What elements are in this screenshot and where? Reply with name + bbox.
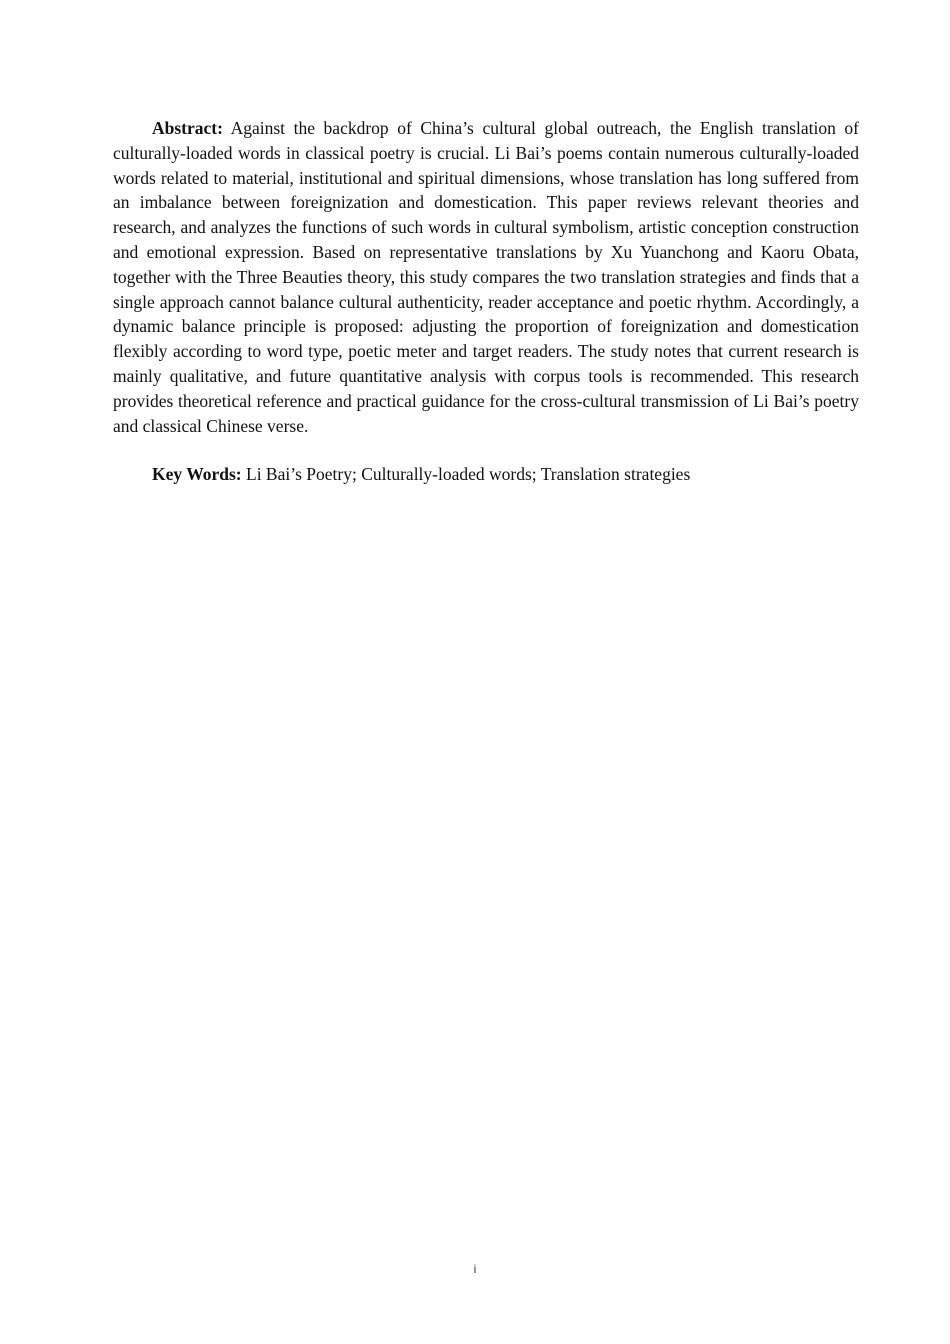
abstract-text: Against the backdrop of China’s cultural global outreach, the English translation of culturally-loaded words in classical poetry is crucial. Li Bai’s poems contain numerous culturally-loaded words related to material, institutional and spiritual dimensions, whose translation has long suffered from an imbalance between foreignization and domestication. This paper reviews relevant theories and research, and analyzes the functions of such words in cultural symbolism, artistic conception construction and emotional expression. Based on representative translations by Xu Yuanchong and Kaoru Obata, together with the Three Beauties theory, this study compares the two translation strategies and finds that a single approach cannot balance cultural authenticity, reader acceptance and poetic rhythm. Accordingly, a dynamic balance principle is proposed: adjusting the proportion of foreignization and domestication flexibly according to word type, poetic meter and target readers. The study notes that current research is mainly qualitative, and future quantitative analysis with corpus tools is recommended. This research provides theoretical reference and practical guidance for the cross-cultural transmission of Li Bai’s poetry and classical Chinese verse.: [113, 118, 860, 436]
keywords-text: Li Bai’s Poetry; Culturally-loaded words; Translation strategies: [246, 464, 691, 485]
keywords-paragraph: [113, 462, 859, 487]
abstract-paragraph: [113, 116, 859, 438]
abstract-label: Abstract:: [152, 118, 223, 138]
page-number: i: [473, 1262, 477, 1276]
abstract-section: [113, 116, 859, 487]
keywords-label: Key Words:: [152, 464, 242, 485]
